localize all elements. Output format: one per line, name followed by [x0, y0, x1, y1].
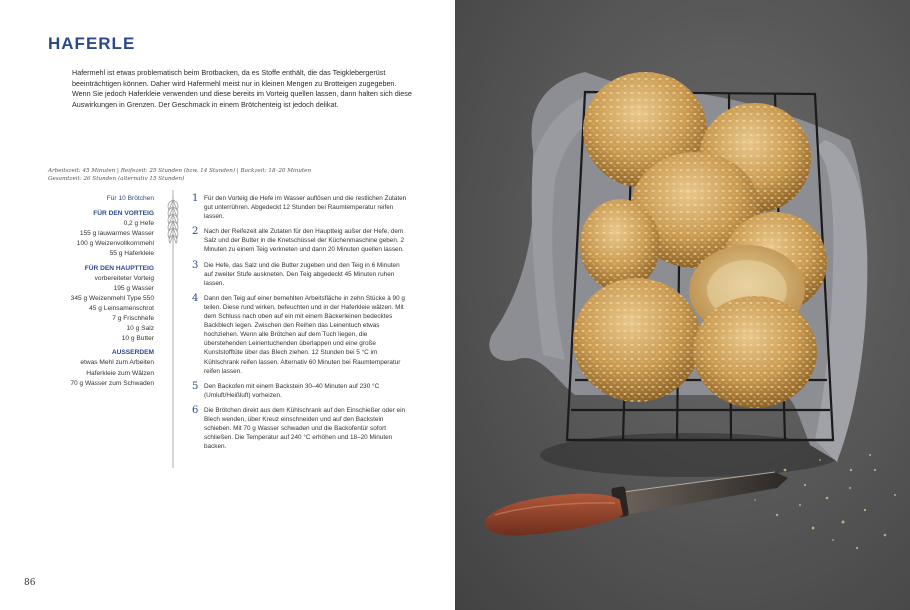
ingredient-item: 70 g Wasser zum Schwaden: [70, 379, 154, 387]
ingredient-section-heading: AUSSERDEM: [111, 349, 154, 357]
bread-basket-photo: [455, 0, 910, 610]
ingredient-item: vorbereiteter Vorteig: [94, 274, 154, 282]
ingredient-item: 345 g Weizenmehl Type 550: [70, 294, 154, 302]
ingredient-item: 155 g lauwarmes Wasser: [79, 230, 154, 238]
step-item: [192, 261, 407, 288]
step-list: [192, 194, 407, 457]
ingredient-item: 55 g Haferkleie: [109, 250, 154, 258]
step-item: [192, 406, 407, 451]
time-info: [48, 167, 348, 183]
page-number: 86: [24, 578, 36, 588]
step-item: [192, 382, 407, 400]
ingredient-item: 10 g Butter: [121, 335, 154, 343]
ingredient-item: 7 g Frischhefe: [112, 315, 154, 323]
step-number: 6: [192, 404, 199, 416]
wheat-stalk-icon: [163, 190, 183, 470]
step-text: Die Hefe, das Salz und die Butter zugeben und den Teig in 6 Minuten auf zweiter Stufe auskneten. Den Teig abgedeckt 45 Minuten ruhen lassen.: [204, 261, 400, 287]
ingredient-yield: Für 10 Brötchen: [106, 195, 154, 202]
step-text: Dann den Teig auf einer bemehlten Arbeitsfläche in zehn Stücke à 90 g teilen. Diese rund wirken, befeuchten und in der Haferkleie wälzen. Mit dem Schluss nach oben auf ein mit einem Bäckerleinen bedecktes Backblech legen. Zwischen den Reihen das Leinentuch etwas hochziehen. Wenn alle Brötchen auf dem Tuch liegen, die überstehenden Leinentuchenden überlappen und eine große Kunststofftüte über das Blech ziehen. 12 Stunden bei 5 °C im Kühlschrank reifen lassen. Alternativ 60 Minuten bei Raumtemperatur reifen lassen.: [204, 294, 405, 375]
time-info-line-1: Arbeitszeit: 45 Minuten | Reifezeit: 25 Stunden (bzw. 14 Stunden) | Backzeit: 18–20 Minuten: [48, 168, 312, 174]
step-number: 3: [192, 259, 199, 271]
step-number: 4: [192, 292, 199, 304]
step-text: Den Backofen mit einem Backstein 30–40 Minuten auf 230 °C (Umluft/Heißluft) vorheizen.: [204, 382, 380, 399]
ingredient-item: 10 g Salz: [126, 325, 154, 333]
step-number: 2: [192, 226, 199, 238]
recipe-intro: [72, 68, 417, 110]
step-item: [192, 227, 407, 254]
ingredient-item: 45 g Leinsamenschrot: [89, 304, 154, 312]
ingredient-item: 195 g Wasser: [113, 284, 154, 292]
intro-text: Hafermehl ist etwas problematisch beim Brotbacken, da es Stoffe enthält, die das Teigklebergerüst beeinträchtigen können. Daher wird Hafermehl meist nur in kleinen Mengen zu Brotteigen zugegeben. Wenn Sie jedoch Haferkleie verwenden und diese bereits im Vorteig quellen lassen, dann halten sich diese Auswirkungen in Grenzen. Der Geschmack in einem Brötchenteig ist jedoch delikat.: [72, 68, 412, 109]
step-item: [192, 194, 407, 221]
ingredient-item: 100 g Weizenvollkornmehl: [76, 240, 154, 248]
ingredient-item: Haferkleie zum Wälzen: [86, 369, 154, 377]
ingredient-section-heading: FÜR DEN VORTEIG: [93, 210, 154, 218]
step-text: Die Brötchen direkt aus dem Kühlschrank auf den Einschießer oder ein Blech wenden, über Kreuz einschneiden und auf den Backstein schieben. Mit 70 g Wasser schwaden und die Backofentür sofort schließen. Die Temperatur auf 240 °C erhöhen und 18–20 Minuten backen.: [204, 406, 406, 451]
step-text: Nach der Reifezeit alle Zutaten für den Hauptteig außer der Hefe, dem Salz und der Butter in die Knetschüssel der Küchenmaschine geben. 2 Minuten zu einem Teig verkneten und dann 20 Minuten quellen lassen.: [204, 228, 405, 254]
step-number: 1: [192, 193, 199, 204]
step-number: 5: [192, 380, 199, 392]
ingredient-list: [40, 194, 154, 389]
ingredient-item: 0,2 g Hefe: [123, 220, 154, 228]
time-info-line-2: Gesamtzeit: 26 Stunden (alternativ 15 Stunden): [48, 176, 185, 182]
step-item: [192, 294, 407, 376]
ingredient-section-heading: FÜR DEN HAUPTTEIG: [84, 264, 154, 272]
step-text: Für den Vorteig die Hefe im Wasser auflösen und die restlichen Zutaten gut unterrühren. Abgedeckt 12 Stunden bei Raumtemperatur reifen lassen.: [204, 195, 407, 221]
ingredient-item: etwas Mehl zum Arbeiten: [80, 359, 154, 367]
recipe-title: HAFERLE: [48, 34, 136, 53]
photo-page: [455, 0, 910, 610]
